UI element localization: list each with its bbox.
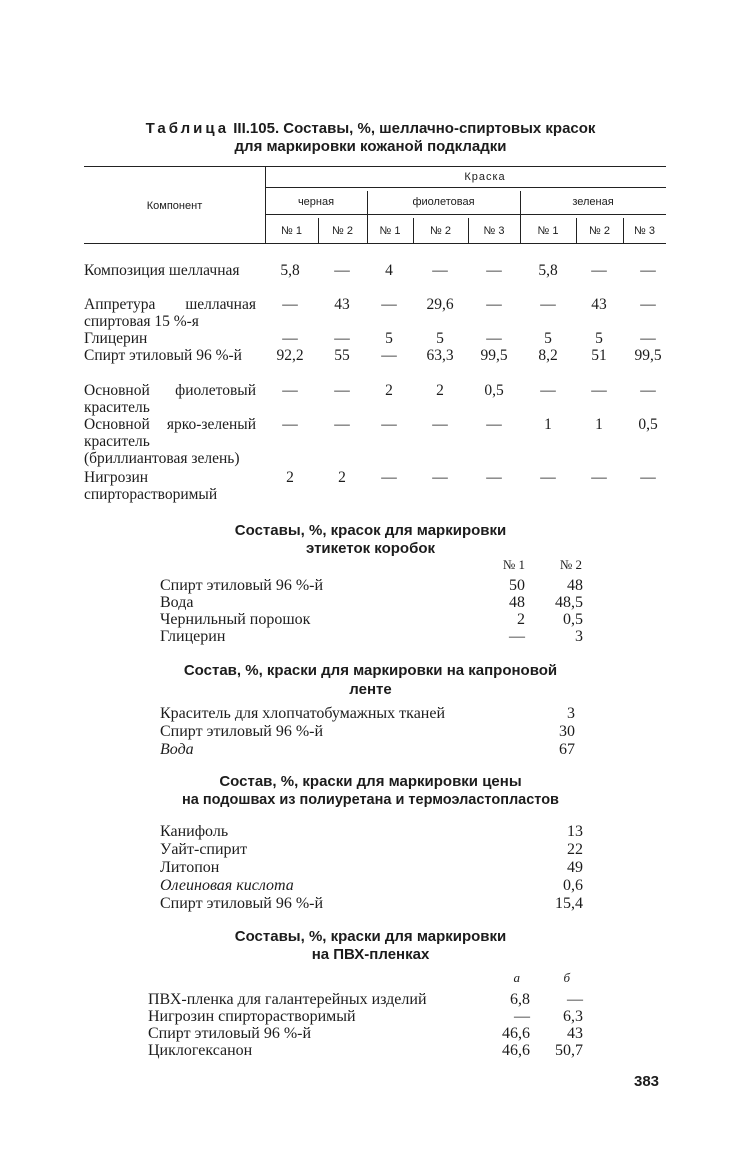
subcol-header: № 2: [589, 225, 610, 237]
list-item-value: 3: [567, 705, 575, 722]
table-top-rule: [84, 166, 666, 167]
component-label: Композиция шеллачная: [84, 262, 240, 279]
table-cell: —: [282, 330, 298, 347]
list-item-label: Спирт этиловый 96 %-й: [148, 1025, 312, 1042]
component-label: Нигрозин спирторастворимый: [84, 469, 218, 503]
table-cell: 2: [286, 469, 294, 486]
table-cell: 5: [544, 330, 552, 347]
list-item-value: 48: [509, 594, 525, 611]
table-cell: —: [282, 296, 298, 313]
table-cell: 0,5: [638, 416, 658, 433]
table-cell: 5: [436, 330, 444, 347]
list-item-label: Краситель для хлопчатобумажных тканей: [160, 705, 446, 722]
list-item-value: 46,6: [502, 1025, 530, 1042]
list-item-label: Спирт этиловый 96 %-й: [160, 577, 324, 594]
table-cell: 5: [385, 330, 393, 347]
list-item-value: 6,8: [510, 991, 530, 1008]
table-cell: 99,5: [480, 347, 508, 364]
column-header: № 2: [559, 557, 582, 572]
table-cell: —: [640, 330, 656, 347]
table-cell: 2: [338, 469, 346, 486]
component-label: Спирт этиловый 96 %-й: [84, 347, 242, 364]
page-number: 383: [634, 1073, 660, 1090]
table-title-rest: III.105. Составы, %, шеллачно-спиртовых красок: [229, 120, 596, 137]
section-pvc-title: Составы, %, краски для маркировки: [234, 928, 507, 945]
table-cell: 2: [385, 382, 393, 399]
table-cell: —: [591, 469, 607, 486]
list-item-value: —: [514, 1008, 530, 1025]
table-title-prefix: Таблица: [145, 120, 230, 137]
subcol-header: № 1: [281, 225, 302, 237]
column-header: б: [563, 970, 570, 985]
subcol-header: № 3: [483, 225, 505, 237]
table-cell: —: [432, 469, 448, 486]
section-labels-title-line2: этикеток коробок: [305, 540, 436, 557]
subcol-header: № 2: [332, 225, 353, 237]
table-cell: —: [381, 296, 397, 313]
table-cell: 63,3: [426, 347, 454, 364]
list-item-value: —: [509, 628, 525, 645]
section-price-title: Состав, %, краски для маркировки цены: [219, 773, 522, 790]
table-cell: —: [486, 469, 502, 486]
table-cell: —: [640, 262, 656, 279]
table-cell: —: [334, 416, 350, 433]
list-item-value: 0,5: [563, 611, 583, 628]
table-cell: 0,5: [484, 382, 504, 399]
list-item-label: Циклогексанон: [148, 1042, 253, 1059]
table-cell: —: [334, 330, 350, 347]
table-header-bottom-rule: [84, 243, 666, 244]
list-item-label: Канифоль: [160, 823, 229, 840]
table-cell: —: [591, 382, 607, 399]
table-cell: 2: [436, 382, 444, 399]
column-header: а: [513, 970, 520, 985]
table-cell: —: [432, 416, 448, 433]
list-item-value: 30: [559, 723, 575, 740]
subcol-header: № 3: [634, 225, 655, 237]
section-pvc-title-line2: на ПВХ-пленках: [311, 946, 430, 963]
list-item-label: Нигрозин спирторастворимый: [148, 1008, 356, 1025]
section-kapron-title: Состав, %, краски для маркировки на капроновой: [183, 662, 558, 679]
table-cell: —: [640, 382, 656, 399]
table-cell: 1: [595, 416, 603, 433]
table-cell: 1: [544, 416, 552, 433]
table-cell: —: [334, 382, 350, 399]
header-group-black: черная: [297, 196, 335, 208]
table-cell: 5,8: [280, 262, 300, 279]
section-kapron-title-line2: ленте: [349, 681, 392, 698]
table-cell: —: [432, 262, 448, 279]
list-item-value: 15,4: [555, 895, 583, 912]
table-cell: —: [282, 382, 298, 399]
table-cell: —: [381, 416, 397, 433]
list-item-value: 46,6: [502, 1042, 530, 1059]
table-cell: 4: [385, 262, 393, 279]
component-label: Основной фиолетовый краситель: [84, 382, 256, 416]
table-cell: 43: [334, 296, 350, 313]
list-item-value: 6,3: [563, 1008, 583, 1025]
list-item-value: 49: [567, 859, 583, 876]
component-label: Основной ярко-зеленый краситель (бриллиантовая зелень): [84, 416, 256, 467]
list-item-label: Литопон: [160, 859, 220, 876]
table-cell: —: [486, 262, 502, 279]
list-item-label: Глицерин: [160, 628, 226, 645]
group-header-rule: [265, 214, 666, 215]
table-cell: —: [540, 382, 556, 399]
header-paint: Краска: [464, 171, 506, 183]
list-item-value: 48: [567, 577, 583, 594]
list-item-label: Уайт-спирит: [160, 841, 248, 858]
table-cell: —: [640, 296, 656, 313]
table-cell: —: [640, 469, 656, 486]
list-item-value: 2: [517, 611, 525, 628]
table-cell: —: [381, 469, 397, 486]
subcol-header: № 1: [537, 225, 559, 237]
column-header: № 1: [502, 557, 525, 572]
table-title: [60, 120, 681, 137]
table-cell: —: [486, 416, 502, 433]
list-item-value: 22: [567, 841, 583, 858]
table-cell: 29,6: [426, 296, 454, 313]
list-item-label: Чернильный порошок: [160, 611, 311, 628]
table-cell: —: [486, 330, 502, 347]
list-item-value: 50: [509, 577, 525, 594]
header-group-green: зеленая: [572, 196, 614, 208]
subcol-header: № 2: [430, 225, 451, 237]
table-cell: —: [282, 416, 298, 433]
header-component: Компонент: [146, 200, 203, 212]
table-cell: 92,2: [276, 347, 304, 364]
table-cell: —: [540, 469, 556, 486]
table-cell: 55: [334, 347, 350, 364]
table-cell: —: [591, 262, 607, 279]
table-cell: —: [381, 347, 397, 364]
list-item-value: 13: [567, 823, 583, 840]
table-cell: —: [486, 296, 502, 313]
table-cell: —: [334, 262, 350, 279]
list-item-value: 48,5: [555, 594, 583, 611]
table-cell: 43: [591, 296, 607, 313]
table-cell: 8,2: [538, 347, 558, 364]
table-title-line2: для маркировки кожаной подкладки: [234, 138, 507, 155]
paint-header-rule: [265, 187, 666, 188]
table-cell: —: [540, 296, 556, 313]
subcol-header: № 1: [379, 225, 401, 237]
list-item-label: Вода: [160, 741, 194, 758]
list-item-label: Вода: [160, 594, 194, 611]
list-item-value: 50,7: [555, 1042, 583, 1059]
table-cell: 99,5: [634, 347, 662, 364]
table-cell: 5: [595, 330, 603, 347]
table-cell: 51: [591, 347, 607, 364]
list-item-value: 0,6: [563, 877, 583, 894]
list-item-label: Спирт этиловый 96 %-й: [160, 723, 324, 740]
table-cell: 5,8: [538, 262, 558, 279]
section-price-title-line2: на подошвах из полиуретана и термоэластопластов: [182, 792, 559, 808]
list-item-label: Олеиновая кислота: [160, 877, 294, 894]
component-label: Глицерин: [84, 330, 148, 347]
list-item-label: ПВХ-пленка для галантерейных изделий: [148, 991, 427, 1008]
list-item-value: —: [567, 991, 583, 1008]
list-item-label: Спирт этиловый 96 %-й: [160, 895, 324, 912]
section-labels-title: Составы, %, красок для маркировки: [234, 522, 507, 539]
component-label: Аппретура шеллачная спиртовая 15 %-я: [84, 296, 256, 330]
header-group-violet: фиолетовая: [412, 196, 475, 208]
list-item-value: 43: [567, 1025, 583, 1042]
list-item-value: 67: [559, 741, 575, 758]
list-item-value: 3: [575, 628, 583, 645]
